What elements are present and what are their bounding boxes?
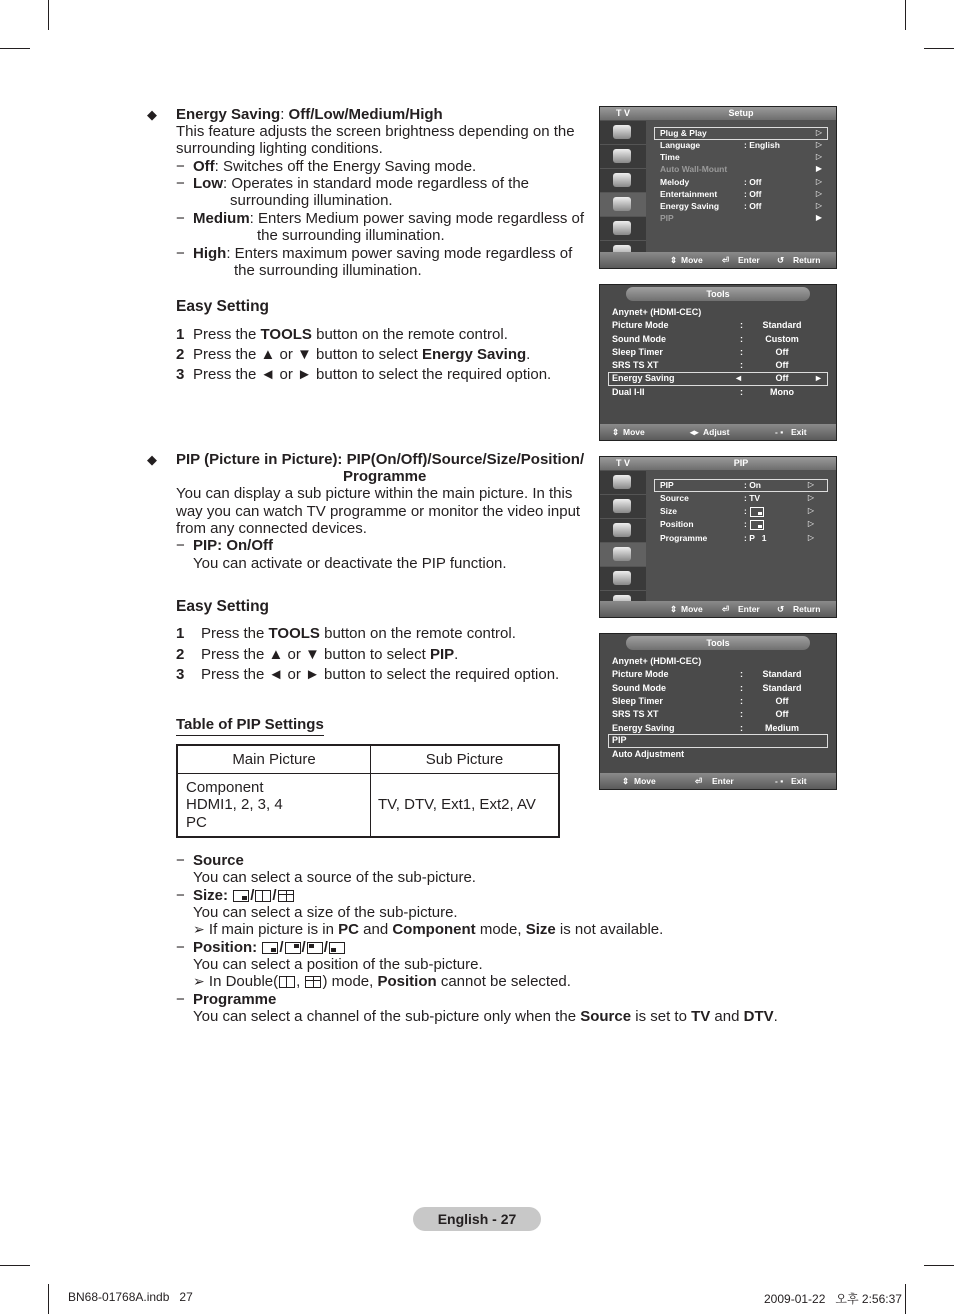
note-text: You can select a channel of the sub-picture only when the — [193, 1008, 581, 1025]
menu-title: PIP — [733, 458, 749, 468]
menu-row-label: Position — [660, 519, 694, 529]
menu-sidebar — [600, 121, 646, 268]
table-cell-sub: TV, DTV, Ext1, Ext2, AV — [371, 773, 560, 837]
menu-arrow-icon: ▷ — [815, 128, 822, 137]
pip-title-1: PIP (Picture in Picture): PIP(On/Off)/Source/Size/Position/ — [176, 451, 585, 468]
footer-move: Move — [681, 255, 703, 265]
menu-row-value: : English — [744, 140, 780, 150]
programme-text — [193, 1008, 778, 1026]
tools-row-value: Standard — [762, 683, 802, 693]
enter-icon: ⏎ — [722, 604, 730, 614]
tools-row-label: Energy Saving — [612, 723, 675, 733]
easy1-step-3 — [193, 366, 551, 384]
menu-arrow-icon: ▷ — [807, 533, 814, 542]
step-text: . — [526, 346, 531, 363]
note-bold: Component — [392, 921, 476, 938]
source-label: Source — [193, 852, 244, 869]
menu-row-value: : — [744, 519, 747, 529]
pip-desc-2: way you can watch TV programme or monitor the video input — [176, 503, 581, 520]
menu-row-value: : Off — [744, 189, 762, 199]
step-number: 1 — [176, 326, 185, 343]
note-text: . — [773, 1008, 778, 1025]
dash-mark: − — [176, 245, 185, 262]
pip-bottom-left-icon — [329, 942, 345, 954]
step-number: 1 — [176, 625, 185, 642]
energy-low-item — [193, 175, 529, 193]
tools-row-colon: : — [740, 320, 743, 330]
menu-row-label: Language — [660, 140, 701, 150]
menu-row-label: Time — [660, 152, 680, 162]
tools-row-colon: : — [740, 723, 743, 733]
energy-off-item — [193, 158, 476, 176]
footer-move: Move — [681, 604, 703, 614]
table-head-sub: Sub Picture — [371, 745, 560, 773]
picture-menu-icon — [600, 471, 646, 495]
return-icon: ↺ — [777, 255, 785, 265]
position-line: Position: / / / — [193, 939, 346, 957]
pip-double-wide-icon — [278, 890, 294, 902]
note-bold: Position — [377, 973, 437, 990]
tools-row-colon: : — [740, 347, 743, 357]
note-text: is set to — [631, 1008, 692, 1025]
main-source-3: PC — [186, 813, 207, 831]
off-label: Off — [193, 158, 215, 175]
return-icon: ↺ — [777, 604, 785, 614]
dash-mark: − — [176, 537, 185, 554]
pip-double-wide-icon — [305, 976, 321, 988]
energy-saving-colon: : — [280, 106, 289, 123]
menu-footer — [600, 252, 836, 268]
crop-mark — [905, 1284, 906, 1314]
low-label: Low — [193, 175, 223, 192]
dash-mark: − — [176, 175, 185, 192]
pip-small-size-icon — [233, 890, 249, 902]
menu-row-label: Melody — [660, 177, 690, 187]
tools-row-colon: : — [740, 669, 743, 679]
move-icon: ⇕ — [670, 604, 678, 614]
tools-row-label: Dual I-II — [612, 387, 645, 397]
note-text: If main picture is in — [208, 921, 339, 938]
step-text: button on the remote control. — [311, 326, 508, 343]
exit-icon: - ▪ — [775, 427, 784, 437]
step-text: Press the — [193, 326, 261, 343]
pip-onoff-label: PIP: On/Off — [193, 537, 273, 554]
menu-row-label: Size — [660, 506, 678, 516]
low-text: : Operates in standard mode regardless of the — [223, 175, 530, 192]
note-bold: DTV — [743, 1008, 774, 1025]
step-text: Press the ▲ or ▼ button to select — [201, 646, 430, 663]
table-header-row — [177, 745, 559, 773]
step-text: button on the remote control. — [319, 625, 516, 642]
note-bold: Size — [525, 921, 556, 938]
high-text: : Enters maximum power saving mode regardless of — [226, 245, 573, 262]
source-text: You can select a source of the sub-picture. — [193, 869, 476, 886]
menu-row-value: : On — [744, 480, 761, 490]
tools-row-value: Standard — [762, 320, 802, 330]
menu-arrow-icon: ▷ — [807, 480, 814, 489]
menu-footer — [600, 601, 836, 617]
tools-title: Tools — [626, 636, 810, 650]
selected-row-highlight — [654, 479, 828, 492]
channel-menu-icon — [600, 169, 646, 193]
tools-row-label: Picture Mode — [612, 320, 669, 330]
low-text-2: surrounding illumination. — [230, 192, 393, 209]
picture-menu-icon — [600, 121, 646, 145]
energy-saving-options: Off/Low/Medium/High — [288, 106, 443, 123]
pip-desc-1: You can display a sub picture within the main picture. In this — [176, 485, 573, 502]
pip-onoff-text: You can activate or deactivate the PIP function. — [193, 555, 507, 572]
tools-row-value: Off — [775, 696, 789, 706]
menu-arrow-icon: ▷ — [807, 506, 814, 515]
energy-desc-1: This feature adjusts the screen brightness depending on the — [176, 123, 575, 140]
menu-title-bar — [600, 107, 836, 120]
table-caption: Table of PIP Settings — [176, 716, 324, 736]
tools-row-label: Energy Saving — [612, 373, 675, 383]
position-text: You can select a position of the sub-picture. — [193, 956, 483, 973]
tools-row-right-arrow: ► — [814, 373, 823, 383]
tools-row-label: PIP — [612, 735, 627, 745]
energy-desc-2: surrounding lighting conditions. — [176, 140, 383, 157]
easy2-step-1 — [201, 625, 516, 643]
size-label: Size: — [193, 887, 229, 904]
easy2-step-3 — [201, 666, 559, 684]
note-text: is not available. — [555, 921, 664, 938]
step-text: Press the ◄ or ► button to select the required option. — [193, 366, 552, 383]
note-text: In Double( — [208, 973, 279, 990]
step-bold: PIP — [429, 646, 455, 663]
menu-arrow-icon: ▷ — [815, 177, 822, 186]
menu-arrow-icon: ▷ — [815, 189, 822, 198]
dash-mark: − — [176, 991, 185, 1008]
note-text: cannot be selected. — [436, 973, 571, 990]
step-bold: TOOLS — [260, 326, 312, 343]
adjust-icon: ◂▸ — [690, 427, 699, 437]
energy-saving-label: Energy Saving — [176, 106, 281, 123]
tools-row-label: Anynet+ (HDMI-CEC) — [612, 307, 702, 317]
tools-footer — [600, 773, 836, 789]
footer-return: Return — [793, 604, 821, 614]
pip-top-right-icon — [285, 942, 301, 954]
dash-mark: − — [176, 887, 185, 904]
note-text: and — [358, 921, 393, 938]
pip-double-size-icon — [279, 976, 295, 988]
tools-row-value: Off — [775, 373, 789, 383]
footer-exit: Exit — [791, 427, 807, 437]
move-icon: ⇕ — [622, 776, 630, 786]
menu-arrow-icon: ▶ — [815, 213, 822, 222]
tv-label: T V — [616, 458, 631, 468]
tools-row-left-arrow: ◄ — [734, 373, 743, 383]
pip-desc-3: from any connected devices. — [176, 520, 367, 537]
menu-row-value: : — [744, 506, 747, 516]
energy-saving-title — [176, 106, 443, 124]
menu-arrow-icon: ▶ — [815, 164, 822, 173]
file-info: BN68-01768A.indb 27 — [68, 1290, 193, 1304]
diamond-bullet-icon: ◆ — [147, 107, 157, 122]
programme-label: Programme — [193, 991, 277, 1008]
tools-row-value: Off — [775, 347, 789, 357]
footer-enter: Enter — [738, 604, 760, 614]
menu-row-label: Energy Saving — [660, 201, 720, 211]
step-bold: TOOLS — [268, 625, 320, 642]
pip-title-2: Programme — [343, 468, 427, 485]
menu-title: Setup — [728, 108, 754, 118]
footer-return: Return — [793, 255, 821, 265]
pip-top-left-icon — [307, 942, 323, 954]
pip-position-icon — [750, 520, 764, 530]
print-timestamp: 2009-01-22 오후 2:56:37 — [764, 1292, 902, 1306]
selected-row-highlight — [608, 734, 828, 748]
tools-row-label: SRS TS XT — [612, 360, 659, 370]
tools-row-colon: : — [740, 334, 743, 344]
crop-mark — [0, 48, 30, 49]
menu-row-value: : Off — [744, 201, 762, 211]
footer-move: Move — [623, 427, 645, 437]
tools-row-value: Medium — [764, 723, 799, 733]
setup-menu-icon — [600, 193, 646, 217]
tools-row-value: Off — [775, 709, 789, 719]
pip-size-icon — [750, 507, 764, 517]
step-text: . — [454, 646, 459, 663]
easy2-step-2 — [201, 646, 458, 664]
tools-row-value: Custom — [765, 334, 799, 344]
menu-title-bar — [600, 457, 836, 470]
note-text: mode, — [475, 921, 526, 938]
menu-row-label: PIP — [660, 480, 674, 490]
energy-medium-item — [193, 210, 584, 228]
tools-footer — [600, 424, 836, 440]
tools-row-label: Sleep Timer — [612, 347, 663, 357]
tools-menu-screenshot-2 — [599, 633, 837, 790]
menu-row-label: PIP — [660, 213, 674, 223]
high-label: High — [193, 245, 227, 262]
note-arrow-icon: ➢ — [193, 921, 205, 937]
table-row — [177, 773, 559, 837]
step-number: 3 — [176, 366, 185, 383]
note-text: ) mode, — [322, 973, 378, 990]
footer-move: Move — [634, 776, 656, 786]
footer-enter: Enter — [738, 255, 760, 265]
dash-mark: − — [176, 939, 185, 956]
note-bold: TV — [691, 1008, 711, 1025]
tools-row-value: Mono — [770, 387, 794, 397]
note-bold: PC — [338, 921, 359, 938]
dash-mark: − — [176, 852, 185, 869]
footer-exit: Exit — [791, 776, 807, 786]
menu-row-value: : TV — [744, 493, 761, 503]
medium-label: Medium — [193, 210, 250, 227]
menu-row-label: Source — [660, 493, 689, 503]
input-menu-icon — [600, 217, 646, 241]
tools-row-label: Picture Mode — [612, 669, 669, 679]
step-number: 3 — [176, 666, 185, 683]
easy-setting-heading-1: Easy Setting — [176, 298, 270, 315]
menu-arrow-icon: ▷ — [815, 201, 822, 210]
step-text: Press the ◄ or ► button to select the required option. — [201, 666, 560, 683]
main-source-1: Component — [186, 778, 264, 796]
size-text: You can select a size of the sub-picture. — [193, 904, 458, 921]
tools-row-colon: : — [740, 709, 743, 719]
tools-row-label: Sleep Timer — [612, 696, 663, 706]
medium-text-2: the surrounding illumination. — [257, 227, 445, 244]
tools-row-colon: : — [740, 683, 743, 693]
menu-arrow-icon: ▷ — [807, 519, 814, 528]
move-icon: ⇕ — [670, 255, 678, 265]
diamond-bullet-icon: ◆ — [147, 452, 157, 467]
size-note — [193, 921, 663, 939]
high-text-2: the surrounding illumination. — [234, 262, 422, 279]
pip-bottom-right-icon — [262, 942, 278, 954]
menu-arrow-icon: ▷ — [815, 152, 822, 161]
step-text: Press the — [201, 625, 269, 642]
tools-menu-screenshot-1 — [599, 284, 837, 441]
footer-enter: Enter — [712, 776, 734, 786]
dash-mark: − — [176, 158, 185, 175]
menu-row-label: Plug & Play — [660, 128, 707, 138]
step-text: Press the ▲ or ▼ button to select — [193, 346, 422, 363]
sound-menu-icon — [600, 495, 646, 519]
note-arrow-icon: ➢ — [193, 973, 205, 989]
page-number-pill: English - 27 — [413, 1207, 541, 1231]
exit-icon: - ▪ — [775, 776, 784, 786]
step-bold: Energy Saving — [421, 346, 527, 363]
easy-setting-heading-2: Easy Setting — [176, 598, 270, 615]
tools-row-label: Sound Mode — [612, 683, 666, 693]
menu-row-label: Auto Wall-Mount — [660, 164, 728, 174]
move-icon: ⇕ — [612, 427, 620, 437]
tools-row-value: Standard — [762, 669, 802, 679]
size-line: Size: / / — [193, 887, 295, 905]
setup-menu-icon — [600, 543, 646, 567]
pip-double-size-icon — [255, 890, 271, 902]
crop-mark — [48, 0, 49, 30]
sound-menu-icon — [600, 145, 646, 169]
channel-menu-icon — [600, 519, 646, 543]
crop-mark — [924, 1265, 954, 1266]
off-text: : Switches off the Energy Saving mode. — [214, 158, 477, 175]
main-source-2: HDMI1, 2, 3, 4 — [186, 796, 283, 813]
medium-text: : Enters Medium power saving mode regardless of — [249, 210, 584, 227]
table-head-main: Main Picture — [177, 745, 371, 773]
setup-menu-screenshot — [599, 106, 837, 269]
crop-mark — [905, 0, 906, 30]
menu-row-label: Entertainment — [660, 189, 718, 199]
menu-row-value: : P 1 — [744, 533, 767, 543]
note-bold: Source — [580, 1008, 632, 1025]
footer-adjust: Adjust — [703, 427, 730, 437]
crop-mark — [48, 1284, 49, 1314]
tools-row-label: Anynet+ (HDMI-CEC) — [612, 656, 702, 666]
pip-settings-table — [176, 744, 560, 838]
tv-label: T V — [616, 108, 631, 118]
menu-row-label: Programme — [660, 533, 708, 543]
enter-icon: ⏎ — [695, 776, 703, 786]
table-cell-main — [177, 773, 371, 837]
menu-arrow-icon: ▷ — [807, 493, 814, 502]
dash-mark: − — [176, 210, 185, 227]
tools-row-colon: : — [740, 696, 743, 706]
menu-sidebar — [600, 471, 646, 617]
tools-row-label: Auto Adjustment — [612, 749, 685, 759]
step-number: 2 — [176, 346, 185, 363]
menu-arrow-icon: ▷ — [815, 140, 822, 149]
tools-row-label: Sound Mode — [612, 334, 666, 344]
input-menu-icon — [600, 567, 646, 591]
tools-title: Tools — [626, 287, 810, 301]
pip-menu-screenshot — [599, 456, 837, 618]
menu-row-value: : Off — [744, 177, 762, 187]
enter-icon: ⏎ — [722, 255, 730, 265]
energy-high-item — [193, 245, 572, 263]
tools-row-colon: : — [740, 387, 743, 397]
note-text: and — [710, 1008, 744, 1025]
tools-row-label: SRS TS XT — [612, 709, 659, 719]
crop-mark — [0, 1265, 30, 1266]
easy1-step-1 — [193, 326, 508, 344]
crop-mark — [924, 48, 954, 49]
position-note: ➢ In Double( , ) mode, Position cannot be selected. — [193, 973, 571, 990]
tools-row-value: Off — [775, 360, 789, 370]
step-number: 2 — [176, 646, 185, 663]
easy1-step-2 — [193, 346, 530, 364]
position-label: Position: — [193, 939, 258, 956]
tools-row-colon: : — [740, 360, 743, 370]
